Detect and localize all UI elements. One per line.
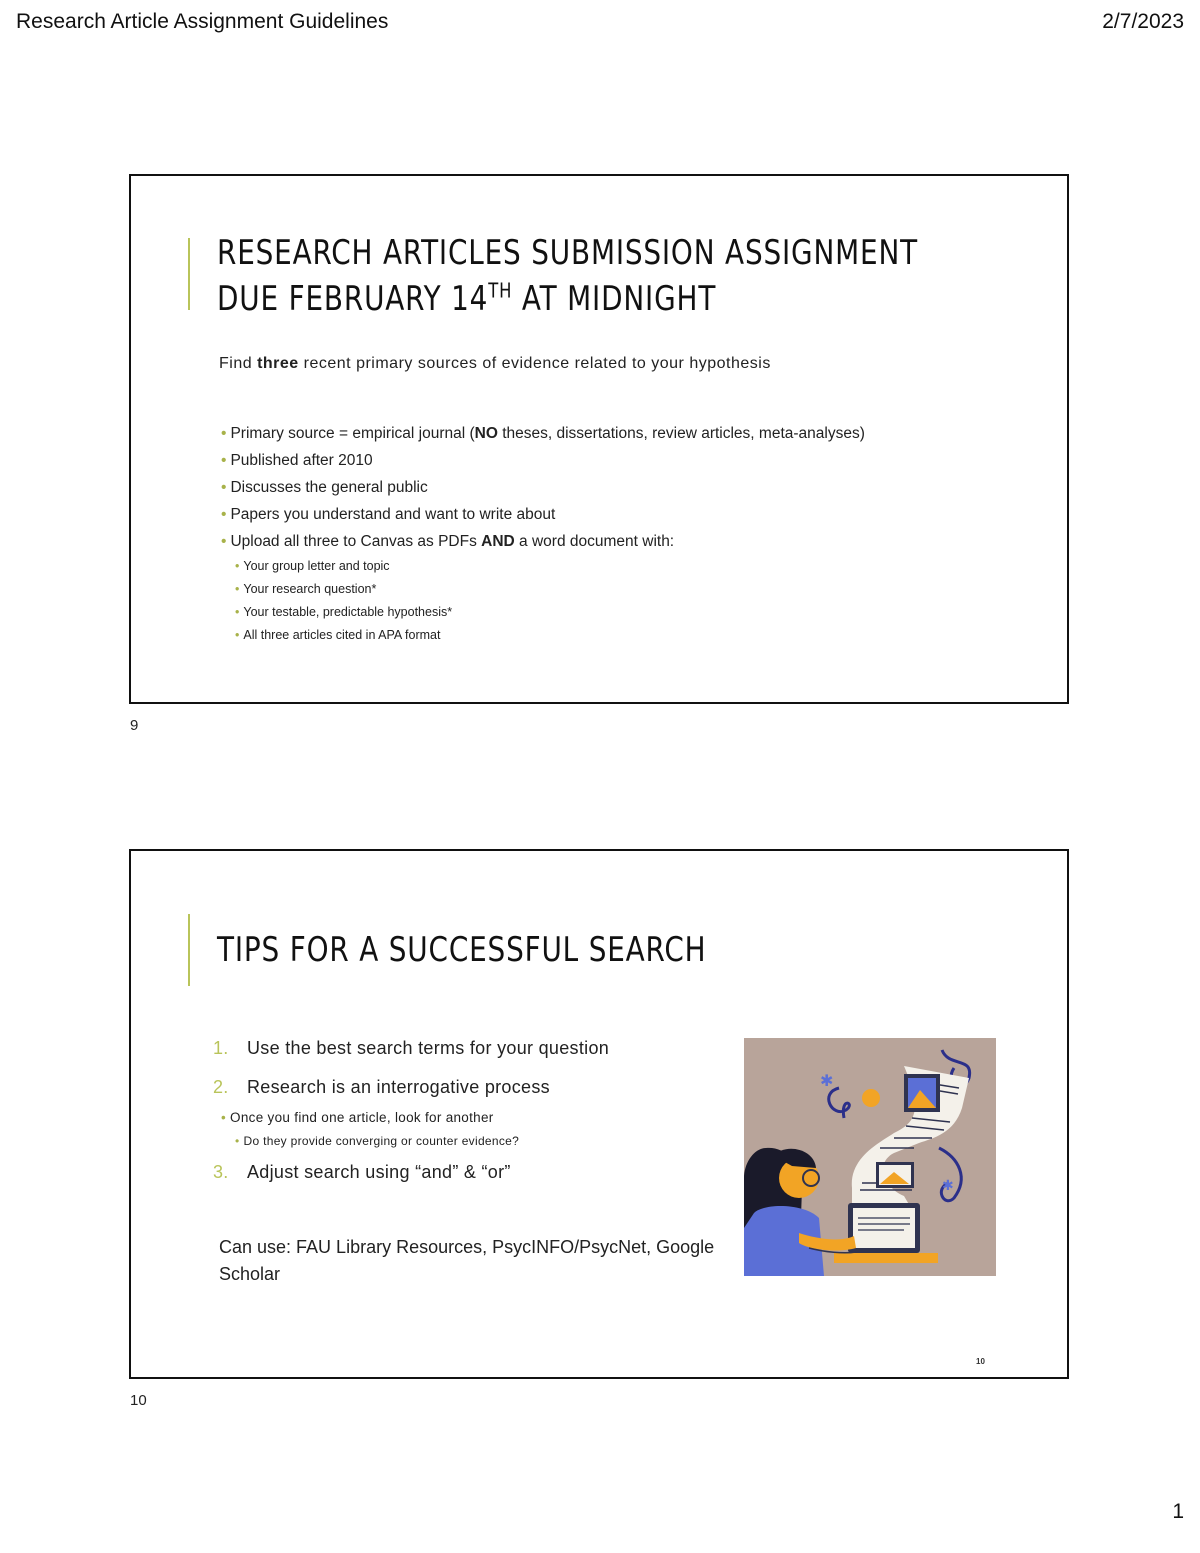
bullet-icon: • bbox=[221, 506, 227, 523]
item-text: Discusses the general public bbox=[230, 479, 428, 496]
title-accent-bar bbox=[188, 238, 190, 310]
title-line-2 bbox=[217, 276, 918, 322]
title-line-1: TIPS FOR A SUCCESSFUL SEARCH bbox=[217, 930, 707, 970]
list-item bbox=[221, 474, 865, 501]
document-title: Research Article Assignment Guidelines bbox=[16, 10, 389, 33]
item-text: Upload all three to Canvas as PDFs bbox=[230, 533, 482, 550]
slide-title bbox=[217, 927, 706, 973]
instruction-text bbox=[219, 355, 771, 373]
sub-item-text: Do they provide converging or counter evidence? bbox=[243, 1134, 520, 1148]
person-reading-articles-illustration bbox=[744, 1038, 996, 1276]
slide-title bbox=[217, 230, 918, 322]
item-text: a word document with: bbox=[514, 533, 675, 550]
page-number: 1 bbox=[1172, 1500, 1184, 1523]
item-bold: NO bbox=[474, 425, 498, 442]
svg-text:✱: ✱ bbox=[820, 1073, 834, 1090]
slide-9 bbox=[129, 174, 1069, 704]
slide-number-9: 9 bbox=[130, 717, 139, 734]
document-date: 2/7/2023 bbox=[1102, 10, 1184, 33]
sub-list-item bbox=[235, 578, 865, 601]
ordinal-suffix: TH bbox=[488, 278, 513, 303]
slide-footer-number: 10 bbox=[976, 1357, 985, 1366]
list-item bbox=[221, 447, 865, 474]
step-number: 1. bbox=[213, 1038, 229, 1058]
instruction-part: Find bbox=[219, 355, 258, 372]
requirements-list bbox=[221, 420, 865, 647]
sub-item-text: All three articles cited in APA format bbox=[243, 628, 441, 642]
list-item bbox=[221, 420, 865, 447]
bullet-icon: • bbox=[221, 425, 227, 442]
item-bold: AND bbox=[481, 533, 515, 550]
item-text: Published after 2010 bbox=[230, 452, 373, 469]
bullet-icon: • bbox=[235, 628, 240, 642]
sub-item-text: Your group letter and topic bbox=[243, 559, 390, 573]
step-number: 3. bbox=[213, 1162, 229, 1182]
document-contents-list bbox=[221, 555, 865, 647]
sub-list-item bbox=[235, 601, 865, 624]
step-text: Research is an interrogative process bbox=[247, 1077, 550, 1097]
list-item bbox=[213, 1029, 609, 1068]
step-text: Use the best search terms for your question bbox=[247, 1038, 610, 1058]
sub-item-text: Your testable, predictable hypothesis* bbox=[243, 605, 453, 619]
instruction-bold: three bbox=[257, 355, 299, 372]
list-item bbox=[221, 528, 865, 647]
item-text: Primary source = empirical journal ( bbox=[230, 425, 475, 442]
svg-text:✱: ✱ bbox=[942, 1177, 954, 1193]
step-number: 2. bbox=[213, 1077, 229, 1097]
instruction-part: recent primary sources of evidence related to your hypothesis bbox=[298, 355, 771, 372]
sub-item-text: Your research question* bbox=[243, 582, 377, 596]
title-line-2-end: AT MIDNIGHT bbox=[512, 279, 717, 319]
bullet-icon: • bbox=[235, 582, 240, 596]
slide-10 bbox=[129, 849, 1069, 1379]
sub-list-item bbox=[235, 555, 865, 578]
title-accent-bar bbox=[188, 914, 190, 986]
bullet-icon: • bbox=[235, 605, 240, 619]
sub-list-item bbox=[213, 1107, 609, 1129]
bullet-icon: • bbox=[235, 1134, 240, 1148]
sub-list-item bbox=[235, 624, 865, 647]
list-item bbox=[221, 501, 865, 528]
sub-list-item bbox=[213, 1129, 609, 1153]
step-text: Adjust search using “and” & “or” bbox=[247, 1162, 511, 1182]
resources-text: Can use: FAU Library Resources, PsycINFO/PsycNet, Google Scholar bbox=[219, 1237, 715, 1284]
title-line-1: RESEARCH ARTICLES SUBMISSION ASSIGNMENT bbox=[217, 233, 918, 273]
bullet-icon: • bbox=[221, 533, 227, 550]
list-item bbox=[213, 1153, 609, 1192]
bullet-icon: • bbox=[221, 1110, 227, 1125]
list-item bbox=[213, 1068, 609, 1107]
item-text: Papers you understand and want to write about bbox=[230, 506, 556, 523]
bullet-icon: • bbox=[221, 479, 227, 496]
bullet-icon: • bbox=[221, 452, 227, 469]
bullet-icon: • bbox=[235, 559, 240, 573]
search-tips-list bbox=[213, 1029, 609, 1192]
sub-item-text: Once you find one article, look for another bbox=[230, 1110, 494, 1125]
title-line-2-text: DUE FEBRUARY 14 bbox=[217, 279, 489, 319]
slide-number-10: 10 bbox=[130, 1392, 147, 1409]
item-text: theses, dissertations, review articles, meta-analyses) bbox=[497, 425, 865, 442]
